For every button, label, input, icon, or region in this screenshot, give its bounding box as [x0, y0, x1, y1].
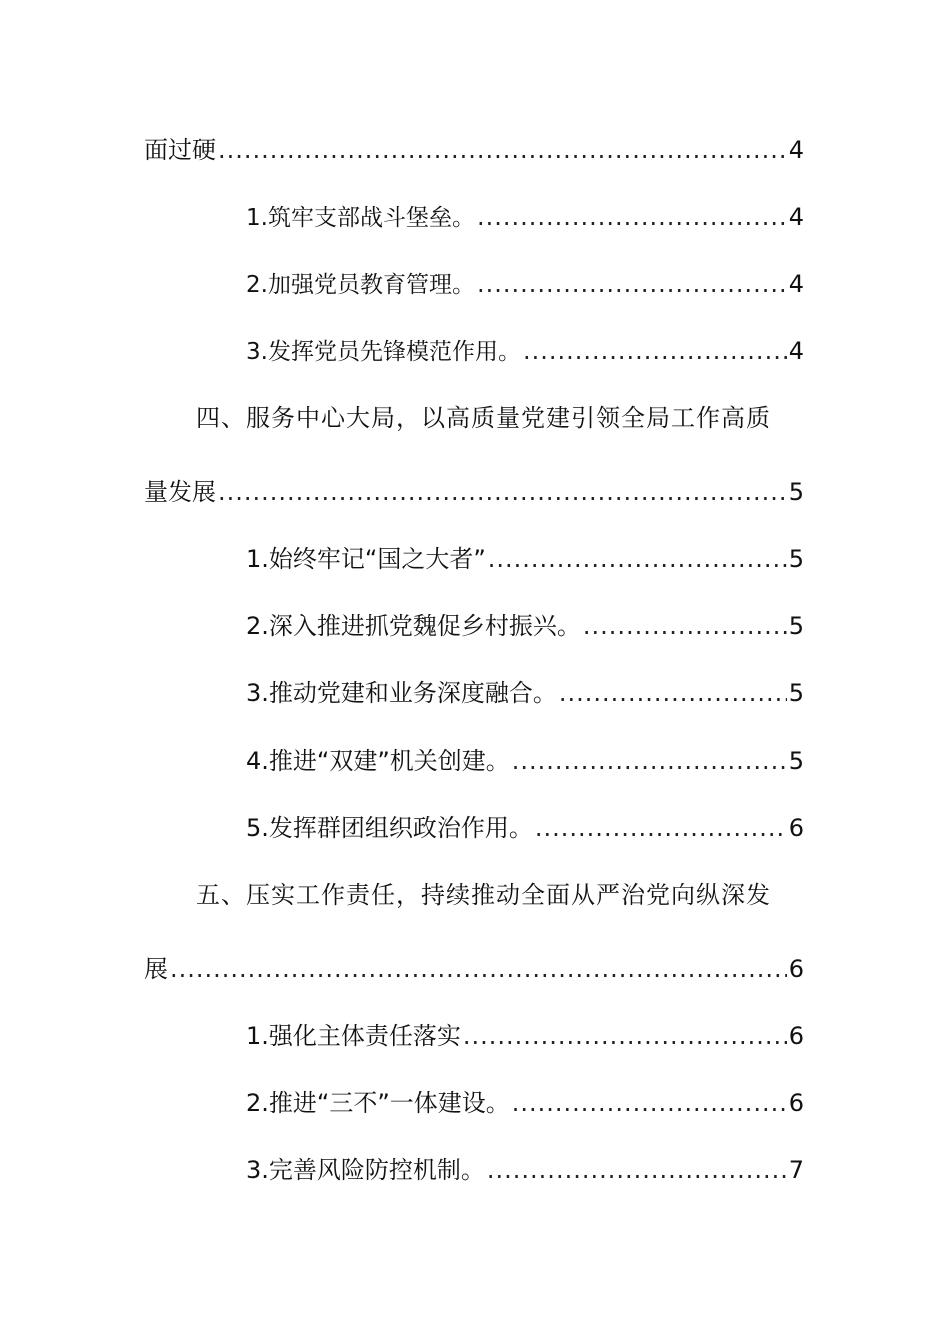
toc-entry-title: 2.推进“三不”一体建设。 [246, 1089, 510, 1117]
toc-entry[interactable] [246, 606, 804, 646]
toc-page-number: 6 [788, 955, 804, 983]
toc-entry[interactable] [246, 264, 804, 304]
toc-entry[interactable] [246, 539, 804, 579]
toc-entry[interactable] [246, 331, 804, 371]
dot-leader [477, 264, 787, 304]
dot-leader [535, 808, 787, 848]
toc-entry[interactable] [246, 741, 804, 781]
toc-entry-title: 展 [144, 955, 168, 983]
toc-entry[interactable] [144, 130, 804, 170]
toc-page-number: 5 [788, 612, 804, 640]
toc-entry-title: 1.筑牢支部战斗堡垒。 [246, 205, 475, 231]
toc-page-number: 5 [788, 478, 804, 506]
dot-leader [512, 1083, 787, 1123]
toc-entry-title: 5.发挥群团组织政治作用。 [246, 814, 533, 842]
toc-entry[interactable] [246, 673, 804, 713]
toc-entry[interactable] [246, 1083, 804, 1123]
toc-entry-title: 2.加强党员教育管理。 [246, 272, 475, 298]
toc-section-heading[interactable]: 四、服务中心大局，以高质量党建引领全局工作高质 [196, 404, 771, 432]
toc-entry-title: 2.深入推进抓党魏促乡村振兴。 [246, 612, 581, 640]
toc-entry-title: 量发展 [144, 478, 216, 506]
dot-leader [523, 331, 787, 371]
toc-page-number: 6 [788, 814, 804, 842]
toc-entry[interactable] [246, 1150, 804, 1190]
toc-entry-title: 4.推进“双建”机关创建。 [246, 747, 510, 775]
toc-entry[interactable] [246, 197, 804, 237]
dot-leader [463, 1016, 787, 1056]
dot-leader [559, 673, 787, 713]
toc-entry-title: 3.完善风险防控机制。 [246, 1156, 485, 1184]
toc-entry-title: 3.发挥党员先锋模范作用。 [246, 339, 521, 365]
toc-entry-title: 1.始终牢记“国之大者” [246, 545, 486, 573]
toc-entry[interactable] [144, 949, 804, 989]
toc-page-number: 5 [788, 679, 804, 707]
toc-page-number: 4 [788, 136, 804, 164]
dot-leader [477, 197, 787, 237]
toc-section-heading[interactable]: 五、压实工作责任，持续推动全面从严治党向纵深发 [196, 881, 771, 909]
dot-leader [512, 741, 787, 781]
toc-entry-title: 3.推动党建和业务深度融合。 [246, 679, 557, 707]
toc-entry[interactable] [246, 1016, 804, 1056]
dot-leader [487, 1150, 787, 1190]
toc-page-number: 6 [788, 1089, 804, 1117]
dot-leader [218, 130, 787, 170]
toc-entry-title: 面过硬 [144, 136, 216, 164]
toc-page-number: 7 [788, 1156, 804, 1184]
dot-leader [488, 539, 787, 579]
toc-entry[interactable] [144, 472, 804, 512]
toc-page-number: 4 [788, 337, 804, 365]
toc-page-number: 4 [788, 270, 804, 298]
dot-leader [170, 949, 787, 989]
dot-leader [583, 606, 787, 646]
toc-page-number: 4 [788, 203, 804, 231]
dot-leader [218, 472, 787, 512]
toc-entry-title: 1.强化主体责任落实 [246, 1022, 461, 1050]
toc-page-number: 5 [788, 545, 804, 573]
toc-page-number: 5 [788, 747, 804, 775]
toc-entry[interactable] [246, 808, 804, 848]
toc-page-number: 6 [788, 1022, 804, 1050]
